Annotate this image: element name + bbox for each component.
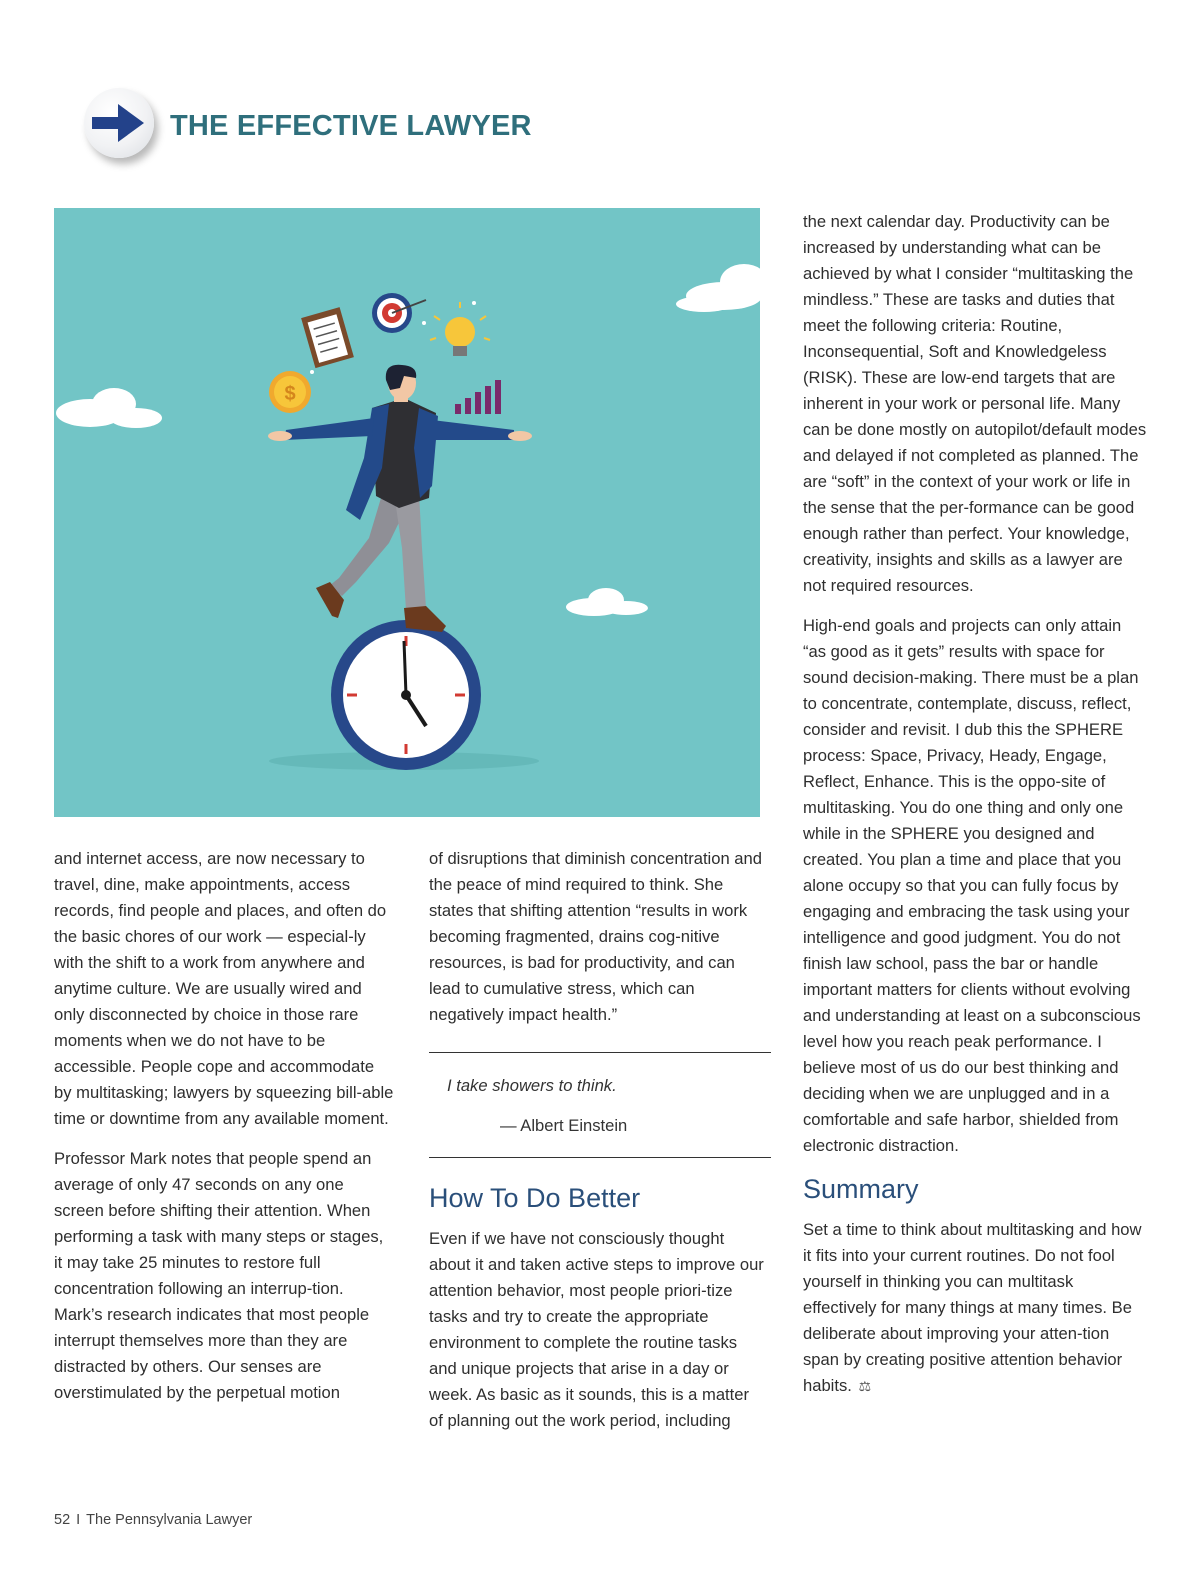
summary-text: Set a time to think about multitasking and how it fits into your current routines. Do not fool yourself in thinking you can multitask effectively for many things at many times. Be deliberate about improving your atten-tion span by creating positive attention behavior habits. (803, 1220, 1142, 1395)
pull-quote (429, 1052, 771, 1158)
paragraph: the next calendar day. Productivity can be increased by understanding what can be achieved by what I consider “multitasking the mindless.” These are tasks and duties that meet the following criteria: Routine, Inconsequential, Soft and Knowledgeless (RISK). These are low-end targets that are inherent in your work or personal life. Many can be done mostly on autopilot/default modes and delayed if not completed as planned. The are “soft” in the context of your work or life in the sense that the per-formance can be good enough rather than perfect. Your knowledge, creativity, insights and skills as a lawyer are not required resources. (803, 212, 1147, 595)
paragraph-summary (803, 1217, 1148, 1399)
footer-separator: I (76, 1512, 81, 1528)
arrow-right-icon (88, 98, 150, 148)
subhead-how-to-do-better: How To Do Better (429, 1183, 641, 1213)
scales-of-justice-icon: ⚖ (858, 1378, 872, 1394)
article-column-2 (429, 846, 765, 1448)
article-column-3 (803, 209, 1148, 1413)
quote-text: I take showers to think. (447, 1076, 617, 1095)
publication-name: The Pennsylvania Lawyer (86, 1512, 253, 1528)
article-column-1 (54, 846, 394, 1420)
arrow-badge (84, 88, 154, 158)
section-title: THE EFFECTIVE LAWYER (170, 110, 532, 142)
paragraph: of disruptions that diminish concentration and the peace of mind required to think. She states that shifting attention “results in work becoming fragmented, drains cog-nitive resources, is bad for productivity, and can lead to cumulative stress, which can negatively impact health.” (429, 849, 762, 1024)
paragraph: Even if we have not consciously thought about it and taken active steps to improve our attention behavior, most people priori-tize tasks and try to create the appropriate environment to complete the routine tasks and unique projects that arise in a day or week. As basic as it sounds, this is a matter of planning out the work period, including (429, 1229, 764, 1430)
paragraph: and internet access, are now necessary to travel, dine, make appointments, access records, find people and places, and often do the basic chores of our work — especial-ly with the shift to a work from anywhere and anytime culture. We are usually wired and only disconnected by choice in those rare moments when we do not have to be accessible. People cope and accommodate by multitasking; lawyers by squeezing bill-able time or downtime from any available moment. (54, 849, 394, 1128)
paragraph: High-end goals and projects can only attain “as good as it gets” results with space for sound decision-making. There must be a plan to concentrate, contemplate, discuss, reflect, consider and revisit. I dub this the SPHERE process: Space, Privacy, Heady, Engage, Reflect, Enhance. This is the oppo-site of multitasking. You do one thing and only one while in the SPHERE you designed and created. You plan a time and place that you alone occupy so that you can fully focus by engaging and embracing the task using your intelligence and good judgment. You do not finish law school, pass the bar or handle important matters for clients without evolving and understanding at least on a subconscious level how you reach peak performance. I believe most of us do our best thinking and deciding when we are unplugged and in a comfortable and safe harbor, shielded from electronic distraction. (803, 616, 1141, 1155)
svg-text:$: $ (284, 383, 296, 405)
subhead-summary: Summary (803, 1174, 919, 1204)
paragraph: Professor Mark notes that people spend an average of only 47 seconds on any one screen before shifting their attention. When performing a task with many steps or stages, it may take 25 minutes to restore full concentration following an interrup-tion. Mark’s research indicates that most people interrupt themselves more than they are distracted by others. Our senses are overstimulated by the perpetual motion (54, 1149, 384, 1402)
page-footer (54, 1512, 252, 1528)
page-number: 52 (54, 1512, 71, 1528)
section-header (84, 88, 684, 168)
juggling-lawyer-on-clock-illustration (54, 208, 760, 817)
quote-attribution: — Albert Einstein (500, 1116, 628, 1135)
